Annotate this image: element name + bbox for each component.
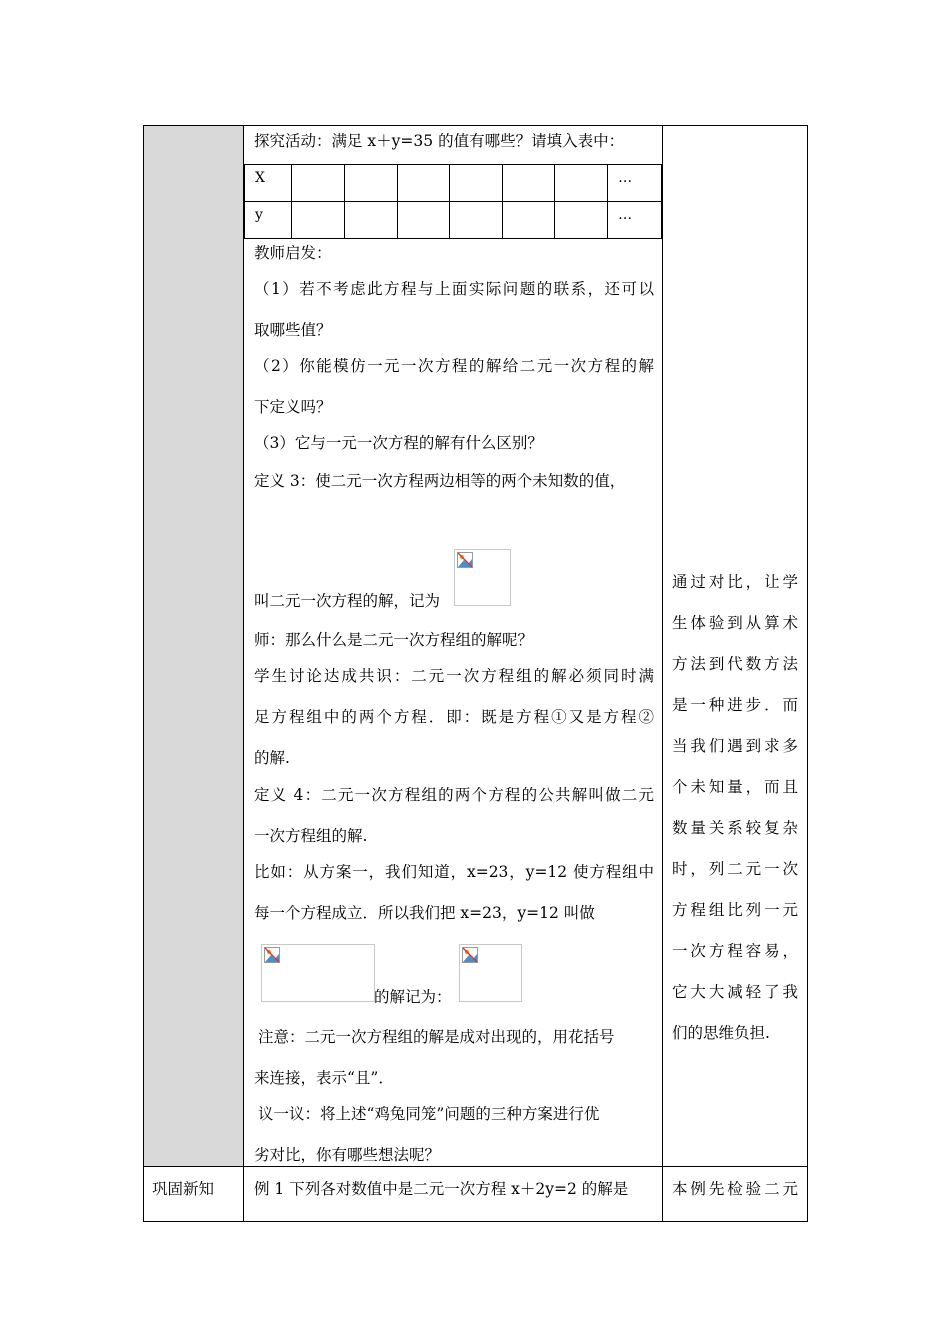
example-cell bbox=[244, 1167, 663, 1222]
solution-label: 的解记为： bbox=[374, 988, 452, 1006]
explore-text: 探究活动：满足 x＋y=35 的值有哪些？请填入表中： bbox=[254, 132, 625, 150]
question-2-cont: 下定义吗？ bbox=[254, 398, 332, 416]
discussion-line-c: 的解. bbox=[254, 749, 290, 767]
table-cell bbox=[397, 202, 450, 239]
table-row bbox=[245, 165, 662, 202]
definition-4-cont: 一次方程组的解. bbox=[254, 827, 368, 845]
note-line-b: 来连接，表示“且”． bbox=[254, 1069, 394, 1087]
table-cell bbox=[292, 202, 345, 239]
example-line-b: 每一个方程成立．所以我们把 x=23，y=12 叫做 bbox=[254, 904, 595, 922]
question-1-line-a: （1）若不考虑此方程与上面实际问题的联系，还可以 bbox=[254, 280, 654, 298]
design-note-line: 方程组比列一元 bbox=[672, 901, 798, 919]
broken-image-icon bbox=[264, 947, 280, 963]
note-line-a: 注意：二元一次方程组的解是成对出现的，用花括号 bbox=[258, 1028, 615, 1046]
discuss2-line-b: 劣对比，你有哪些想法呢？ bbox=[254, 1146, 441, 1164]
design-note-line: 方法到代数方法 bbox=[672, 655, 798, 673]
stage-cell-empty bbox=[144, 126, 244, 1167]
design-note-line: 通过对比，让学 bbox=[672, 573, 798, 591]
design-note-line: 时，列二元一次 bbox=[672, 860, 798, 878]
table-cell bbox=[450, 202, 503, 239]
table-cell bbox=[502, 165, 555, 202]
design-note-line: 它大大减轻了我 bbox=[672, 983, 798, 1001]
teacher-question: 师：那么什么是二元一次方程组的解呢？ bbox=[254, 631, 534, 649]
question-1 bbox=[254, 279, 654, 299]
table-cell bbox=[397, 165, 450, 202]
discuss2-line-a: 议一议：将上述“鸡兔同笼”问题的三种方案进行优 bbox=[258, 1105, 600, 1123]
lesson-plan-table bbox=[143, 125, 808, 1222]
broken-image-icon bbox=[462, 947, 478, 963]
example-1-text: 例 1 下列各对数值中是二元一次方程 x＋2y=2 的解是 bbox=[254, 1180, 629, 1198]
missing-image-system bbox=[261, 944, 375, 1002]
discussion-line-a bbox=[254, 666, 654, 686]
ellipsis-cell: … bbox=[608, 202, 662, 239]
example-line-a bbox=[254, 862, 654, 882]
question-2 bbox=[254, 356, 654, 376]
example-note-text: 本例先检验二元 bbox=[672, 1180, 798, 1198]
discussion-line-b-text: 足方程组中的两个方程．即：既是方程①又是方程② bbox=[254, 708, 654, 726]
row-head-y: y bbox=[245, 202, 292, 239]
activity-cell bbox=[244, 126, 663, 1167]
table-cell bbox=[450, 165, 503, 202]
stage-cell bbox=[144, 1167, 244, 1222]
design-note-line: 生体验到从算术 bbox=[672, 614, 798, 632]
table-cell bbox=[555, 165, 608, 202]
definition-3-cont: 叫二元一次方程的解，记为 bbox=[254, 592, 441, 610]
ellipsis-cell: … bbox=[608, 165, 662, 202]
design-note-line: 数量关系较复杂 bbox=[672, 819, 798, 837]
xy-value-table bbox=[244, 164, 662, 239]
table-cell bbox=[502, 202, 555, 239]
design-note-line: 是一种进步．而 bbox=[672, 696, 798, 714]
design-note-line: 个未知量，而且 bbox=[672, 778, 798, 796]
definition-3: 定义 3：使二元一次方程两边相等的两个未知数的值， bbox=[254, 472, 626, 490]
design-note-line: 们的思维负担. bbox=[672, 1024, 770, 1042]
example-line-a-text: 比如：从方案一，我们知道，x=23，y=12 使方程组中 bbox=[254, 863, 654, 881]
design-intent-cell bbox=[663, 126, 808, 1167]
discussion-line-a-text: 学生讨论达成共识：二元一次方程组的解必须同时满 bbox=[254, 667, 654, 685]
discussion-line-b bbox=[254, 707, 654, 727]
table-cell bbox=[344, 165, 397, 202]
table-cell bbox=[292, 165, 345, 202]
definition-4-line-a: 定义 4：二元一次方程组的两个方程的公共解叫做二元 bbox=[254, 786, 654, 804]
row-head-x: X bbox=[245, 165, 292, 202]
broken-image-icon bbox=[457, 552, 473, 568]
question-2-line-a: （2）你能模仿一元一次方程的解给二元一次方程的解 bbox=[254, 357, 654, 375]
table-cell bbox=[555, 202, 608, 239]
table-cell bbox=[344, 202, 397, 239]
question-1-cont: 取哪些值？ bbox=[254, 321, 332, 339]
question-3: （3）它与一元一次方程的解有什么区别？ bbox=[254, 434, 543, 452]
table-row bbox=[245, 202, 662, 239]
stage-label: 巩固新知 bbox=[152, 1180, 215, 1198]
definition-4 bbox=[254, 785, 654, 805]
design-note-line: 一次方程容易， bbox=[672, 942, 798, 960]
missing-image-solution bbox=[459, 944, 522, 1002]
hint-title: 教师启发： bbox=[254, 244, 332, 262]
missing-image-equation bbox=[454, 549, 511, 606]
design-note-line: 当我们遇到求多 bbox=[672, 737, 798, 755]
example-note-cell bbox=[663, 1167, 808, 1222]
